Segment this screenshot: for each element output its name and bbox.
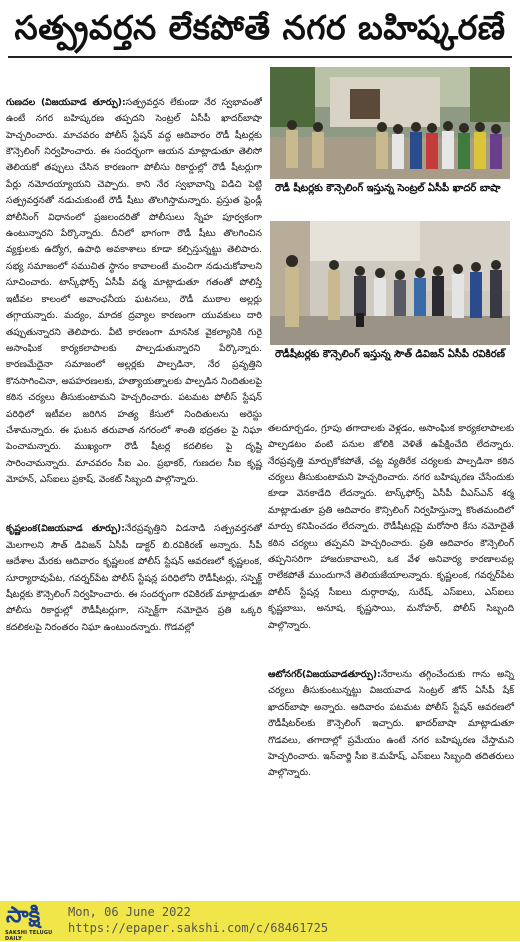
photo-south-acp-counselling — [270, 221, 510, 345]
paragraph-autonagar — [268, 667, 517, 782]
headline: సత్ప్రవర్తన లేకపోతే నగర బహిష్కరణే — [14, 8, 506, 47]
dateline: గుణదల (విజయవాడ తూర్పు): — [6, 96, 126, 108]
footer-bar — [0, 901, 520, 941]
paragraph-text: తలదూర్చడం, గ్రూపు తగాదాలకు వెళ్లడం, అసాంఘిక కార్యకలాపాలకు పాల్పడటం వంటి పనుల జోలికి వెళితే ఉపేక్షించేది లేదన్నారు. నేరప్రవృత్తి మార్చుకోకపోతే, చట్ట వ్యతిరేక చర్యలకు పాల్పడినా కఠిన చర్యలు తీసుకుంటామని హెచ్చరించారు. నగర బహిష్కరణ చేసేందుకు కూడా వెనకాడేది లేదన్నారు. టాస్క్‌ఫోర్స్ ఏసీపీ వీఎస్ఎన్ శర్మ మాట్లాడుతూ ప్రతి ఆదివారం కౌన్సిలింగ్ నిర్వహిస్తున్నా కొంతమందిలో మార్పు కనిపించడం లేదన్నారు. రౌడీషీటర్లపై మరోసారి కేసు నమోదైతే కఠిన చర్యలు తప్పవని హెచ్చరించారు. ప్రతి ఆదివారం కౌన్సెలింగ్ తప్పనిసరిగా హాజరుకావాలని, ఒక వేళ అనివార్య కారణాలవల్ల రాలేకపోతే ముందుగానే తెలియజేయాలన్నారు. కృష్ణలంక, గవర్నర్‌పేట పోలీస్ స్టేషన్ల సీఐలు దుర్గారావు, సురేష్, ఎస్ఐలు, ఎస్ఐలు కృష్ణబాబు, అనూష, కృష్ణసాయి, మనోహర్, పోలీస్ సిబ్బంది పాల్గొన్నారు. — [268, 422, 517, 631]
logo-wordmark: సాక్షి — [6, 903, 41, 928]
paragraph-text: సత్ప్రవర్తన లేకుండా నేర స్వభావంతో ఉంటే నగర బహిష్కరణ తప్పదని సెంట్రల్ ఏసీపీ ఖాదర్‌బాషా హెచ్చరించారు. మాచవరం పోలీస్ స్టేషన్ వద్ద ఆదివారం రౌడీ షీటర్లకు కౌన్సెలింగ్ నిర్వహించారు. ఈ సందర్భంగా ఆయన మాట్లాడుతూ తెలిసో తెలియకో తప్పులు చేసిన కారణంగా పోలీసు రికార్డుల్లో రౌడీ షీటర్లుగా పేర్లు నమోదయ్యాయని చెప్పారు. కాని నేర స్వభావాన్ని విడిచి పెట్టి సత్ప్రవర్తనతో నడుచుకుంటే రౌడీ షీటు తొలగిస్తామన్నారు. ప్రస్తుత ఫ్రెండ్లీ పోలీసింగ్ విధానంలో ప్రజలందరితో పోలీసులు స్నేహ పూర్వకంగా ఉంటున్నారని పేర్కొన్నారు. దీనిలో భాగంగా రౌడీ షీటు తొలగించిన వ్యక్తులకు ఉద్యోగ, ఉపాధి అవకాశాలు కూడా కల్పిస్తున్నట్టు తెలిపారు. సభ్య సమాజంలో సముచిత స్థానం కావాలంటే మంచిగా నడుచుకోవాలని సూచించారు. టాస్క్‌ఫోర్స్ ఏసీపీ వర్మ మాట్లాడుతూ గతంతో పోలిస్తే ఇటీవల కాలంలో అవాంఛనీయ ఘటనలు, రౌడీ ముఠాల అల్లర్లు తగ్గాయన్నారు. మద్యం, మాదక ద్రవ్యాల కారణంగా యువకులు దారి తప్పుతున్నారని తెలిపారు. వీటి కారణంగా మానసిక వైకల్యానికి గురై అసాంఘిక కార్యకలాపాలకు పాల్పడుతున్నారని పేర్కొన్నారు. కారణమేదైనా సమాజంలో అల్లర్లకు పాల్పడినా, నేర ప్రవృత్తిని కొనసాగించినా, అపహరణలకు, హత్యాయత్నాలకు పాల్పడిన నిందితులపై కఠిన చర్యలు తీసుకుంటామని హెచ్చరించారు. పటమట పోలీస్ స్టేషన్ పరిధిలో ఇటీవల జరిగిన హత్య కేసులో నిందితులను అరెస్టు చేశామన్నారు. ఈ ఘటన తరువాత నగరంలో శాంతి భద్రతల పై నిఘా పెంచామన్నారు. ముఖ్యంగా రౌడీ షీటర్ల కదలికల పై దృష్టి సారించామన్నారు. మాచవరం సీఐ ఎం. ప్రభాకర్, గుణదల సీఐ కృష్ణ మోహన్, ఎస్ఐలు ప్రకాష్, వెంకట్ సిబ్బంది పాల్గొన్నారు. — [6, 96, 265, 486]
paragraph-krishnalanka — [6, 521, 265, 636]
left-column — [6, 62, 265, 900]
logo-subtitle: SAKSHI TELUGU DAILY — [5, 930, 53, 942]
paragraph-text: నేరాలను తగ్గించేందుకు గాను అన్ని చర్యలు తీసుకుంటున్నట్టు విజయవాడ సెంట్రల్ జోన్ ఏసీపీ షేక్ ఖాదర్‌బాషా అన్నారు. ఆదివారం పటమట పోలీస్ స్టేషన్ ఆవరణలో రౌడీషీటర్‌లకు కౌన్సెలింగ్ ఇచ్చారు. ఖాదర్‌బాషా మాట్లాడుతూ గొడవలు, తగాదాల్లో ప్రమేయం ఉంటే నగర బహిష్కరణ చేస్తామని హెచ్చరించారు. ఇన్‌చార్జి సీఐ కె.మహేష్, ఎస్ఐలు సిబ్బంది తదితరులు పాల్గొన్నారు. — [268, 668, 517, 779]
right-column — [268, 388, 517, 900]
paragraph-gunadala — [6, 95, 265, 489]
photo-caption: రౌడీషీటర్లకు కౌన్సెలింగ్ ఇస్తున్న సౌత్ డివిజన్ ఏసీపీ రవికిరణ్ — [275, 349, 505, 360]
paragraph-text: నేరప్రవృత్తిని విడనాడి సత్ప్రవర్తనతో మెలగాలని సౌత్ డివిజన్ ఏసీపీ డాక్టర్ బి.రవికిరణ్ అన్నారు. సీపీ ఆదేశాల మేరకు ఆదివారం కృష్ణలంక పోలీస్ స్టేషన్ ఆవరణలో కృష్ణలంక, సూర్యారావుపేట, గవర్నర్‌పేట పోలీస్ స్టేషన్ల పరిధిలోని రౌడీషీటర్లు, సస్పెక్ట్ షీటర్లకు కౌన్సెలింగ్ నిర్వహించారు. ఈ సందర్భంగా రవికిరణ్ మాట్లాడుతూ పోలీసు రికార్డుల్లో రౌడీషీటర్లుగా, సస్పెక్ట్‌గా నమోదైన ప్రతి ఒక్కరి కదలికలపై నిరంతరం నిఘా ఉంటుందన్నారు. గొడవల్లో — [6, 523, 265, 633]
paragraph-continued — [268, 421, 517, 634]
photo-central-acp-counselling — [270, 67, 510, 179]
photo-caption: రౌడీ షీటర్లకు కౌన్సెలింగ్ ఇస్తున్న సెంట్రల్ ఏసీపీ ఖాదర్ బాషా — [275, 183, 501, 194]
headline-rule — [8, 56, 512, 58]
dateline: కృష్ణలంక(విజయవాడ తూర్పు): — [6, 523, 125, 535]
sakshi-logo — [4, 903, 62, 942]
dateline: ఆటోనగర్(విజయవాడతూర్పు): — [268, 668, 381, 680]
epaper-link[interactable]: https://epaper.sakshi.com/c/68461725 — [68, 921, 329, 935]
edition-date: Mon, 06 June 2022 — [68, 905, 191, 919]
